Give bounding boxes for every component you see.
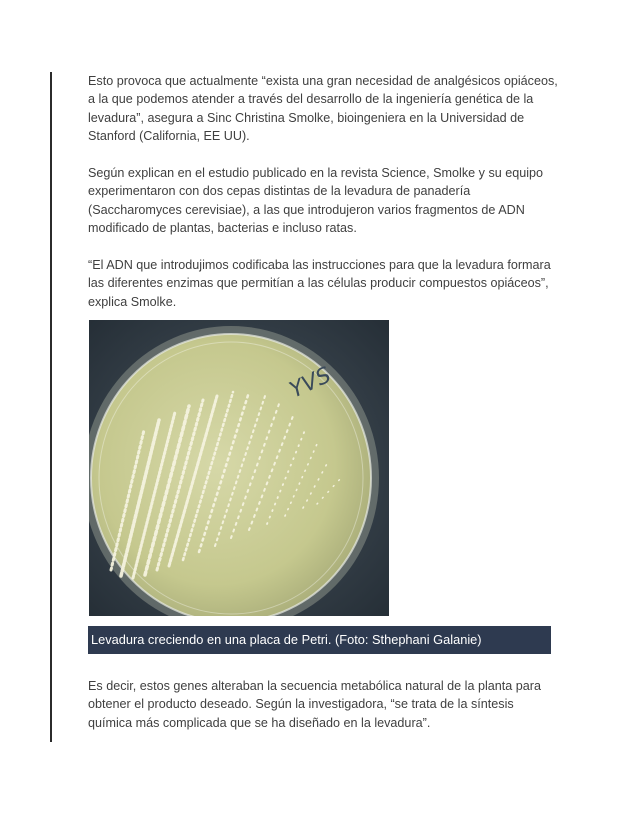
paragraph-2: Según explican en el estudio publicado en la revista Science, Smolke y su equipo experimentaron con dos cepas distintas de la levadura de panadería (Saccharomyces cerevisiae), a las que introdujeron varios fragmentos de ADN modificado de plantas, bacterias e incluso ratas.	[88, 166, 544, 235]
plate-label: YVS	[285, 362, 336, 404]
margin-rule	[50, 72, 52, 742]
photo-caption: Levadura creciendo en una placa de Petri. (Foto: Sthephani Galanie)	[88, 626, 551, 654]
paragraph-3: “El ADN que introdujimos codificaba las instrucciones para que la levadura formara las diferentes enzimas que permitían a las células producir compuestos opiáceos”, explica Smolke.	[88, 258, 551, 309]
paragraph-1: Esto provoca que actualmente “exista una gran necesidad de analgésicos opiáceos, a la que podemos atender a través del desarrollo de la ingeniería genética de la levadura”, asegura a Sinc Christina Smolke, bioingeniera en la Universidad de Stanford (California, EE UU).	[88, 74, 558, 143]
paragraph-4: Es decir, estos genes alteraban la secuencia metabólica natural de la planta para obtener el producto deseado. Según la investigadora, “se trata de la síntesis química más complicada que se ha diseñado en la levadura”.	[88, 679, 541, 730]
petri-dish-photo	[89, 320, 389, 616]
